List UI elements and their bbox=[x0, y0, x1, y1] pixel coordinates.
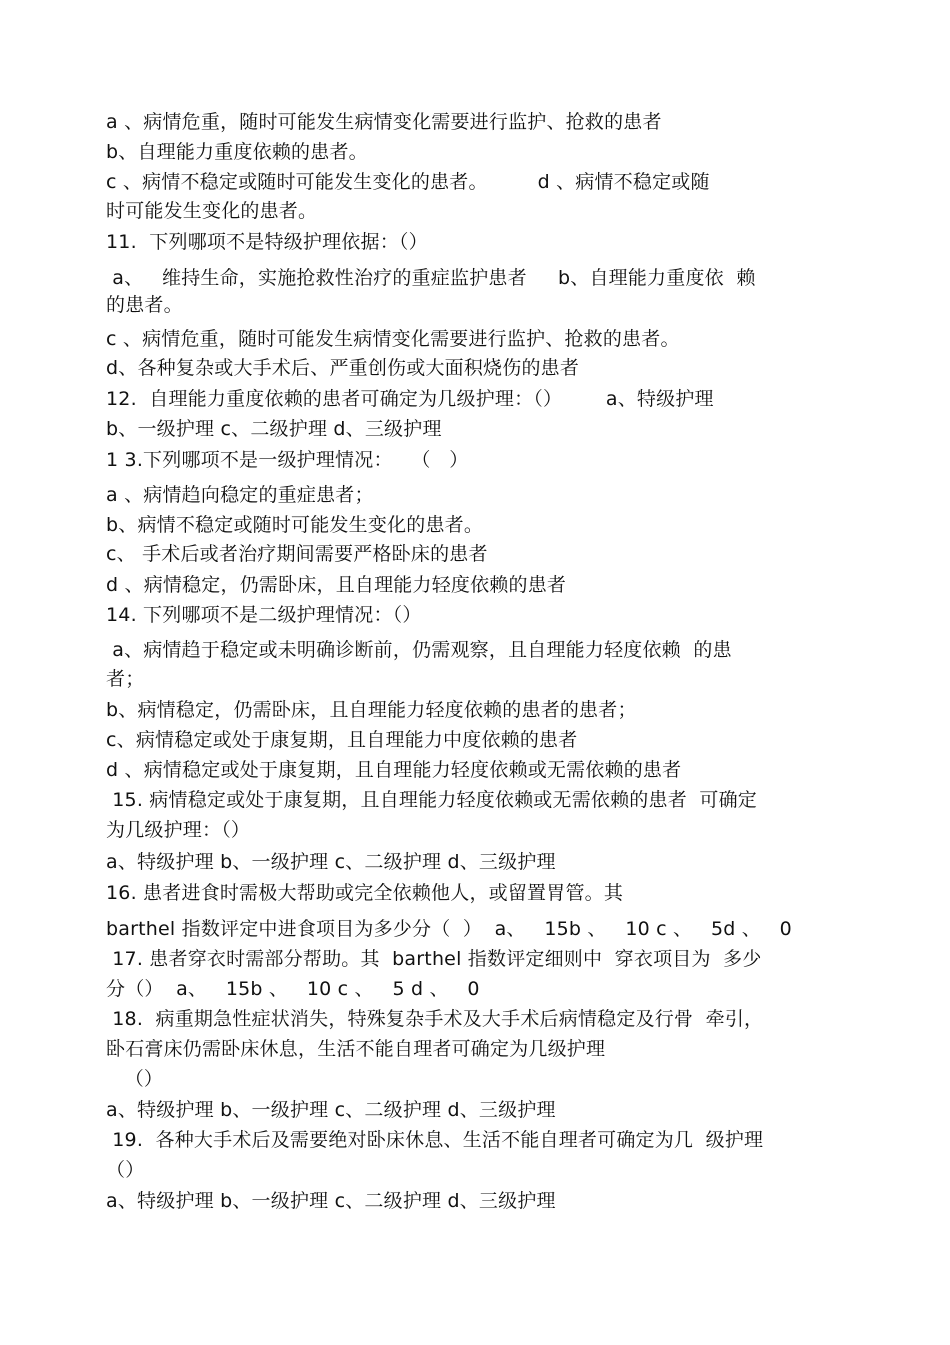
text-line: a、 维持生命，实施抢救性治疗的重症监护患者 b、自理能力重度依 赖 bbox=[106, 267, 756, 289]
text-line: 为几级护理：（） bbox=[106, 819, 251, 841]
text-line: a、特级护理 b、一级护理 c、二级护理 d、三级护理 bbox=[106, 1190, 556, 1212]
question-line: 1 3.下列哪项不是一级护理情况： （ ） bbox=[106, 449, 469, 471]
text-line: 时可能发生变化的患者。 bbox=[106, 200, 318, 222]
text-line: 分（） a、 15b 、 10 c 、 5 d 、 0 bbox=[106, 978, 480, 1000]
text-line: c 、病情危重，随时可能发生病情变化需要进行监护、抢救的患者。 bbox=[106, 328, 680, 350]
question-line: 14. 下列哪项不是二级护理情况：（） bbox=[106, 604, 422, 626]
text-line: a 、病情危重，随时可能发生病情变化需要进行监护、抢救的患者 bbox=[106, 111, 662, 133]
text-line: d 、病情稳定或处于康复期，且自理能力轻度依赖或无需依赖的患者 bbox=[106, 759, 682, 781]
text-line: d、各种复杂或大手术后、严重创伤或大面积烧伤的患者 bbox=[106, 357, 580, 379]
text-line: 的患者。 bbox=[106, 294, 183, 316]
text-line: 者； bbox=[106, 668, 145, 690]
text-line: a 、病情趋向稳定的重症患者； bbox=[106, 484, 374, 506]
text-line: a、特级护理 b、一级护理 c、二级护理 d、三级护理 bbox=[106, 851, 556, 873]
question-line: 11. 下列哪项不是特级护理依据：（） bbox=[106, 231, 428, 253]
text-line: （） bbox=[106, 1068, 164, 1090]
text-line: （） bbox=[106, 1159, 145, 1181]
text-line: b、病情稳定，仍需卧床，且自理能力轻度依赖的患者的患者； bbox=[106, 699, 637, 721]
question-line: 15. 病情稳定或处于康复期，且自理能力轻度依赖或无需依赖的患者 可确定 bbox=[106, 789, 757, 811]
text-line: d 、病情稳定，仍需卧床，且自理能力轻度依赖的患者 bbox=[106, 574, 567, 596]
question-line: 18. 病重期急性症状消失，特殊复杂手术及大手术后病情稳定及行骨 牵引， bbox=[106, 1008, 764, 1030]
question-line: 17. 患者穿衣时需部分帮助。其 barthel 指数评定细则中 穿衣项目为 多少 bbox=[106, 948, 762, 970]
question-line: 16. 患者进食时需极大帮助或完全依赖他人，或留置胃管。其 bbox=[106, 882, 624, 904]
question-line: 19. 各种大手术后及需要绝对卧床休息、生活不能自理者可确定为几 级护理 bbox=[106, 1129, 764, 1151]
text-line: 卧石膏床仍需卧床休息，生活不能自理者可确定为几级护理 bbox=[106, 1038, 606, 1060]
text-line: a、特级护理 b、一级护理 c、二级护理 d、三级护理 bbox=[106, 1099, 556, 1121]
text-line: b、一级护理 c、二级护理 d、三级护理 bbox=[106, 418, 442, 440]
text-line: b、自理能力重度依赖的患者。 bbox=[106, 141, 368, 163]
question-line: 12. 自理能力重度依赖的患者可确定为几级护理：（） a、特级护理 bbox=[106, 388, 714, 410]
text-line: c 、病情不稳定或随时可能发生变化的患者。 d 、病情不稳定或随 bbox=[106, 171, 710, 193]
text-line: c、病情稳定或处于康复期，且自理能力中度依赖的患者 bbox=[106, 729, 578, 751]
text-line: barthel 指数评定中进食项目为多少分（ ） a、 15b 、 10 c 、 5d 、 0 bbox=[106, 918, 792, 940]
text-line: a、病情趋于稳定或未明确诊断前，仍需观察，且自理能力轻度依赖 的患 bbox=[106, 639, 732, 661]
text-line: c、 手术后或者治疗期间需要严格卧床的患者 bbox=[106, 543, 488, 565]
text-line: b、病情不稳定或随时可能发生变化的患者。 bbox=[106, 514, 484, 536]
